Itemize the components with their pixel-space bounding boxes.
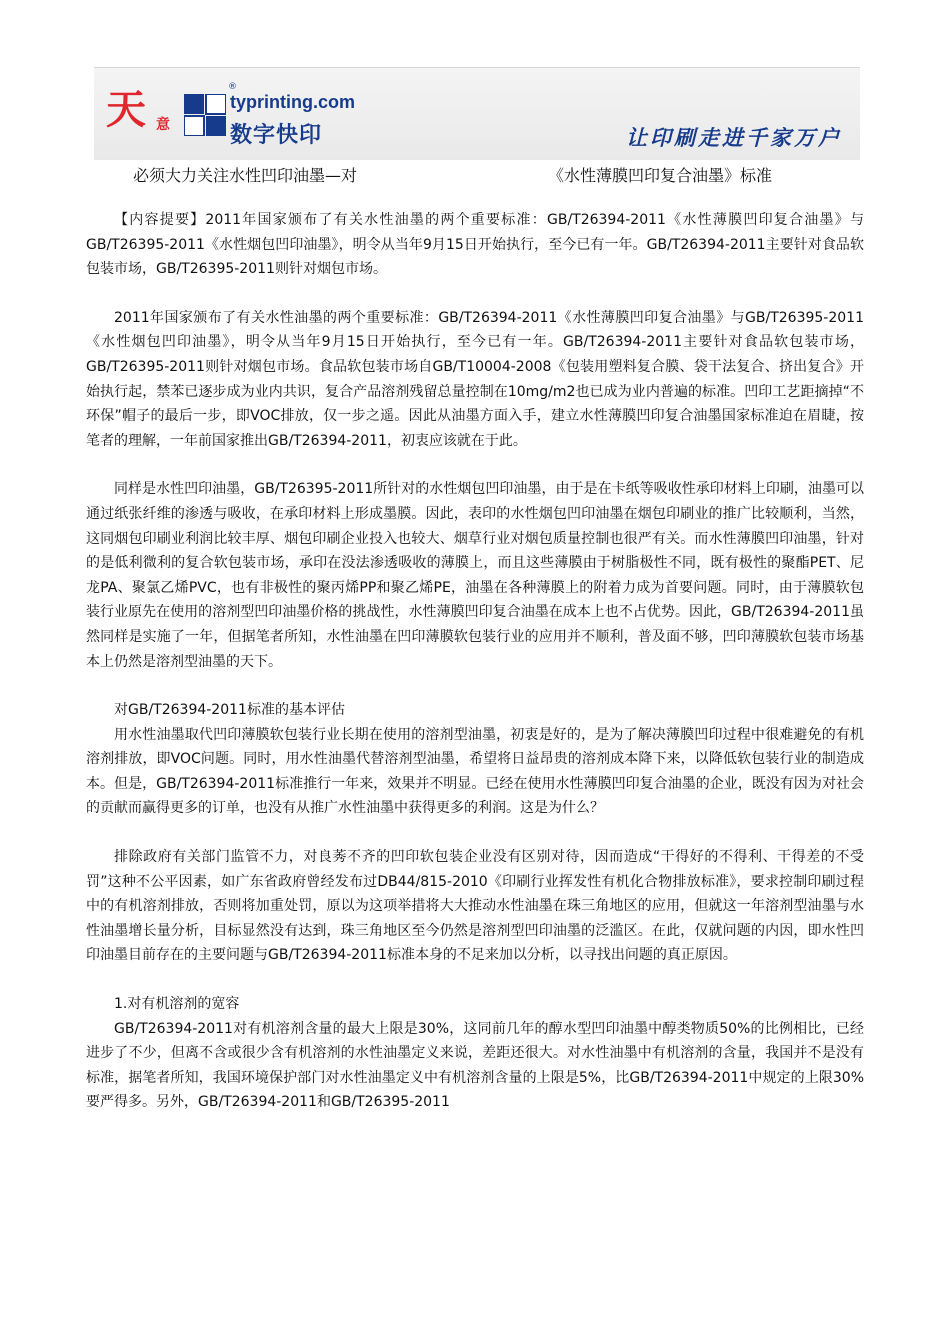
logo-url: typrinting.com [230, 92, 355, 112]
logo-glyph: 天 [106, 86, 144, 133]
section-heading-solvent: 1.对有机溶剂的宽容 [114, 996, 240, 1013]
title-right: 《水性薄膜凹印复合油墨》标准 [548, 166, 773, 185]
header-banner [94, 67, 860, 160]
title-left: 必须大力关注水性凹印油墨—对 [133, 166, 358, 185]
slogan: 让印刷走进千家万户 [626, 125, 842, 150]
paragraph-2: 同样是水性凹印油墨，GB/T26395-2011所针对的水性烟包凹印油墨，由于是在卡纸等吸收性承印材料上印刷，油墨可以通过纸张纤维的渗透与吸收，在承印材料上形成墨膜。因此，表印的水性烟包凹印油墨在烟包印刷业的推广比较顺利，当然，这同烟包印刷业利润比较丰厚、烟包印刷企业投入也较大、烟草行业对烟包质量控制也很严有关。而水性薄膜凹印油墨，针对的是低利微利的复合软包装市场，承印在没法渗透吸收的薄膜上，而且这些薄膜由于树脂极性不同，既有极性的聚酯PET、尼龙PA、聚氯乙烯PVC，也有非极性的聚丙烯PP和聚乙烯PE，油墨在各种薄膜上的附着力成为首要问题。同时，由于薄膜软包装行业原先在使用的溶剂型凹印油墨价格的挑战性，水性薄膜凹印复合油墨在成本上也不占优势。因此，GB/T26394-2011虽然同样是实施了一年，但据笔者所知，水性油墨在凹印薄膜软包装行业的应用并不顺利，普及面不够，凹印薄膜软包装市场基本上仍然是溶剂型油墨的天下。 [86, 481, 864, 670]
paragraph-4: 排除政府有关部门监管不力，对良莠不齐的凹印软包装企业没有区别对待，因而造成“干得好的不得利、干得差的不受罚”这种不公平因素，如广东省政府曾经发布过DB44/815-2010《印刷行业挥发性有机化合物排放标准》，要求控制印刷过程中的有机溶剂排放，否则将加重处罚，原以为这项举措将大大推动水性油墨在珠三角地区的应用，但就这一年溶剂型油墨与水性油墨增长量分析，目标显然没有达到，珠三角地区至今仍然是溶剂型凹印油墨的泛滥区。在此，仅就问题的内因，即水性凹印油墨目前存在的主要问题与GB/T26394-2011标准本身的不足来加以分析，以寻找出问题的真正原因。 [86, 849, 864, 964]
paragraph-5: GB/T26394-2011对有机溶剂含量的最大上限是30%，这同前几年的醇水型凹印油墨中醇类物质50%的比例相比，已经进步了不少，但离不含或很少含有机溶剂的水性油墨定义来说，差距还很大。对水性油墨中有机溶剂的含量，我国并不是没有标准，据笔者所知，我国环境保护部门对水性油墨定义中有机溶剂含量的上限是5%，比GB/T26394-2011中规定的上限30%要严得多。另外，GB/T26394-2011和GB/T26395-2011 [86, 1020, 864, 1111]
article-body [86, 208, 864, 1115]
section-heading-evaluation: 对GB/T26394-2011标准的基本评估 [114, 702, 345, 719]
registered-mark: ® [228, 82, 237, 92]
logo-squares-icon [184, 94, 226, 136]
abstract-paragraph: 【内容提要】2011年国家颁布了有关水性油墨的两个重要标准：GB/T26394-2011《水性薄膜凹印复合油墨》与GB/T26395-2011《水性烟包凹印油墨》，明令从当年9月15日开始执行，至今已有一年。GB/T26394-2011主要针对食品软包装市场，GB/T26395-2011则针对烟包市场。 [86, 212, 864, 278]
paragraph-3: 用水性油墨取代凹印薄膜软包装行业长期在使用的溶剂型油墨，初衷是好的，是为了解决薄膜凹印过程中很难避免的有机溶剂排放，即VOC问题。同时，用水性油墨代替溶剂型油墨，希望将日益昂贵的溶剂成本降下来，以降低软包装行业的制造成本。但是，GB/T26394-2011标准推行一年来，效果并不明显。已经在使用水性薄膜凹印复合油墨的企业，既没有因为对社会的贡献而赢得更多的订单，也没有从推广水性油墨中获得更多的利润。这是为什么？ [86, 726, 864, 817]
logo-glyph-small: 意 [156, 117, 170, 133]
logo-name: 数字快印 [230, 123, 323, 148]
paragraph-1: 2011年国家颁布了有关水性油墨的两个重要标准：GB/T26394-2011《水性薄膜凹印复合油墨》与GB/T26395-2011《水性烟包凹印油墨》，明令从当年9月15日开始执行，至今已有一年。GB/T26394-2011主要针对食品软包装市场，GB/T26395-2011则针对烟包市场。食品软包装市场自GB/T10004-2008《包装用塑料复合膜、袋干法复合、挤出复合》开始执行起，禁苯已逐步成为业内共识，复合产品溶剂残留总量控制在10mg/m2也已成为业内普遍的标准。凹印工艺距摘掉“不环保”帽子的最后一步，即VOC排放，仅一步之遥。因此从油墨方面入手，建立水性薄膜凹印复合油墨国家标准迫在眉睫，按笔者的理解，一年前国家推出GB/T26394-2011，初衷应该就在于此。 [86, 309, 864, 449]
